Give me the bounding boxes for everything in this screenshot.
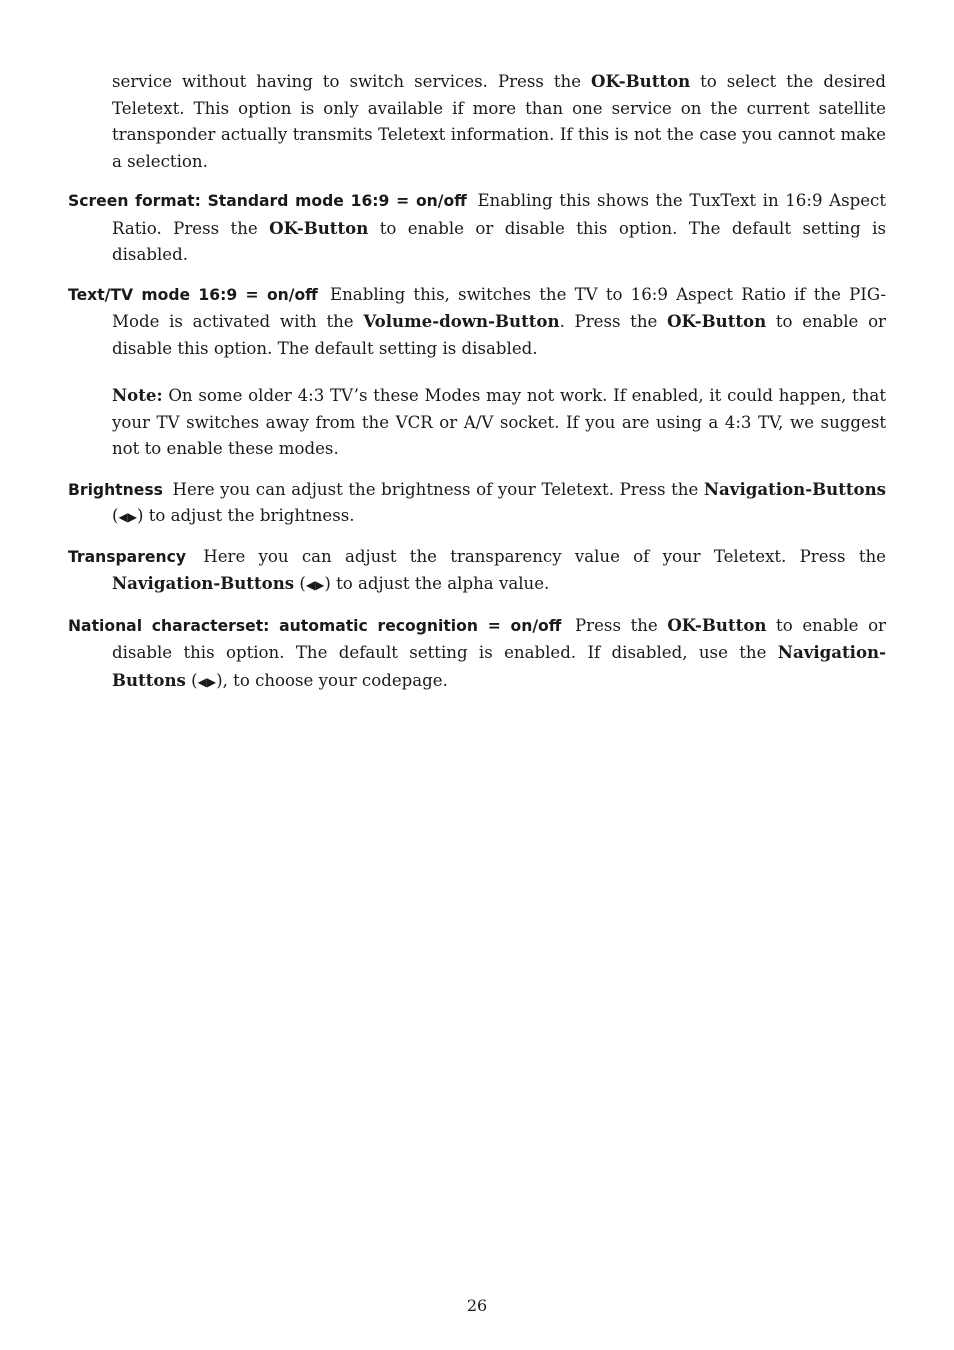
item-transparency: Transparency Here you can adjust the transparency value of your Teletext. Press the Navigation-Buttons (◀▶) to adjust the alpha value.	[68, 546, 886, 593]
left-right-arrows-icon: ◀▶	[305, 578, 325, 592]
ok-button-reference: OK-Button	[591, 71, 691, 91]
term-national-characterset: National characterset: automatic recognition = on/off	[68, 616, 562, 635]
left-right-arrows-icon: ◀▶	[197, 674, 217, 689]
paragraph-teletext-service: service without having to switch services. Press the OK-Button to select the desired Teletext. This option is only available if more than one service on the current satellite transponder actually transmits Teletext information. If this is not the case you cannot make a selection.	[112, 71, 886, 171]
ok-button-reference: OK-Button	[667, 311, 767, 331]
term-transparency: Transparency	[68, 547, 186, 566]
navigation-buttons-reference: Navigation-Buttons	[112, 573, 295, 593]
ok-button-reference: OK-Button	[667, 614, 767, 635]
item-text-tv-mode: Text/TV mode 16:9 = on/off Enabling this, switches the TV to 16:9 Aspect Ratio if the PIG-Mode is activated with the Volume-down-Button. Press the OK-Button to enable or disable this option. The default setting is disabled.	[68, 284, 886, 358]
navigation-buttons-reference: Navigation-Buttons	[703, 478, 886, 499]
navigation-buttons-reference: Navigation-Buttons	[112, 642, 886, 690]
item-screen-format: Screen format: Standard mode 16:9 = on/off Enabling this shows the TuxText in 16:9 Aspect Ratio. Press the OK-Button to enable or disable this option. The default setting is disabled.	[68, 191, 887, 264]
left-right-arrows-icon: ◀▶	[118, 510, 137, 524]
note-text: On some older 4:3 TV’s these Modes may not work. If enabled, it could happen, that your TV switches away from the VCR or A/V socket. If you are using a 4:3 TV, we suggest not to enable these modes.	[112, 386, 886, 458]
term-brightness: Brightness	[68, 480, 163, 499]
term-screen-format: Screen format: Standard mode 16:9 = on/off	[68, 192, 467, 210]
item-brightness: Brightness Here you can adjust the brightness of your Teletext. Press the Navigation-Buttons (◀▶) to adjust the brightness.	[68, 478, 886, 525]
ok-button-reference: OK-Button	[269, 217, 369, 238]
note-paragraph	[68, 382, 886, 463]
volume-down-button-reference: Volume-down-Button	[363, 311, 560, 331]
note-label: Note:	[112, 385, 163, 405]
term-text-tv-mode: Text/TV mode 16:9 = on/off	[68, 285, 318, 304]
item-national-characterset: National characterset: automatic recognition = on/off Press the OK-Button to enable or disable this option. The default setting is enabled. If disabled, use the Navigation-Buttons (◀▶), to choose your codepage.	[68, 614, 886, 690]
document-body	[68, 68, 886, 708]
page-number: 26	[466, 1296, 488, 1315]
